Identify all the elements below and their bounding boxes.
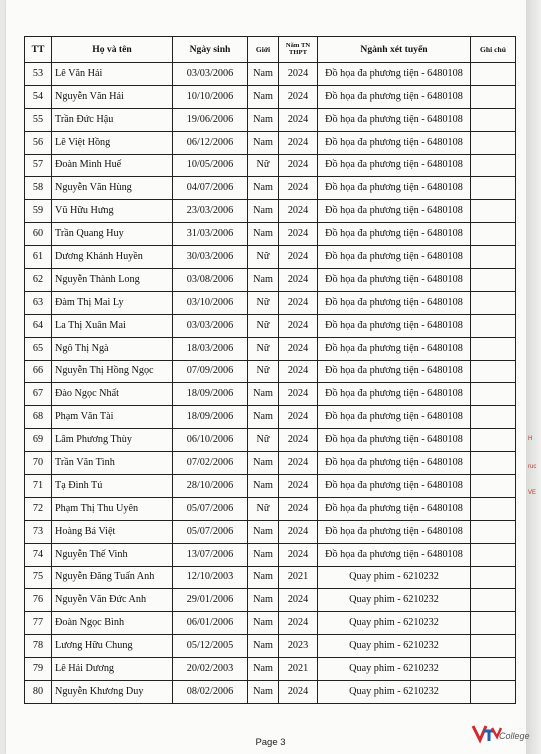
header-dob: Ngày sinh <box>173 37 248 63</box>
cell-name: Lê Hải Dương <box>52 658 173 681</box>
cell-graduation-year: 2024 <box>279 85 318 108</box>
cell-note <box>471 177 516 200</box>
cell-note <box>471 131 516 154</box>
cell-gender: Nam <box>248 658 279 681</box>
cell-note <box>471 520 516 543</box>
cell-name: Nguyễn Văn Hải <box>52 85 173 108</box>
cell-gender: Nam <box>248 85 279 108</box>
cell-tt: 80 <box>25 681 52 704</box>
cell-gender: Nữ <box>248 246 279 269</box>
table-row <box>25 63 516 86</box>
cell-note <box>471 223 516 246</box>
table-row <box>25 475 516 498</box>
cell-dob: 23/03/2006 <box>173 200 248 223</box>
cell-gender: Nam <box>248 223 279 246</box>
cell-gender: Nam <box>248 543 279 566</box>
cell-dob: 05/12/2005 <box>173 635 248 658</box>
table-row <box>25 452 516 475</box>
cell-graduation-year: 2024 <box>279 246 318 269</box>
cell-gender: Nam <box>248 452 279 475</box>
cell-gender: Nam <box>248 589 279 612</box>
cell-note <box>471 406 516 429</box>
cell-note <box>471 108 516 131</box>
cell-name: Lê Văn Hải <box>52 63 173 86</box>
cell-major: Quay phim - 6210232 <box>318 681 471 704</box>
cell-note <box>471 612 516 635</box>
cell-note <box>471 635 516 658</box>
cell-major: Đồ họa đa phương tiện - 6480108 <box>318 108 471 131</box>
table-row <box>25 497 516 520</box>
cell-major: Đồ họa đa phương tiện - 6480108 <box>318 200 471 223</box>
admission-list-table <box>24 36 516 704</box>
cell-dob: 03/10/2006 <box>173 291 248 314</box>
cell-note <box>471 429 516 452</box>
cell-gender: Nam <box>248 63 279 86</box>
table-header-row <box>25 37 516 63</box>
cell-name: Lương Hữu Chung <box>52 635 173 658</box>
table-row <box>25 658 516 681</box>
cell-gender: Nam <box>248 177 279 200</box>
cell-note <box>471 383 516 406</box>
cell-dob: 10/10/2006 <box>173 85 248 108</box>
cell-note <box>471 658 516 681</box>
side-mark: VE <box>528 490 537 496</box>
table-row <box>25 108 516 131</box>
header-note: Ghi chú <box>471 37 516 63</box>
cell-tt: 68 <box>25 406 52 429</box>
cell-name: Lê Việt Hồng <box>52 131 173 154</box>
table-row <box>25 543 516 566</box>
cell-major: Quay phim - 6210232 <box>318 589 471 612</box>
cell-name: Nguyễn Thành Long <box>52 269 173 292</box>
cell-gender: Nam <box>248 200 279 223</box>
cell-major: Đồ họa đa phương tiện - 6480108 <box>318 246 471 269</box>
table-row <box>25 566 516 589</box>
table-row <box>25 337 516 360</box>
cell-major: Đồ họa đa phương tiện - 6480108 <box>318 154 471 177</box>
cell-tt: 75 <box>25 566 52 589</box>
cell-graduation-year: 2024 <box>279 269 318 292</box>
cell-major: Đồ họa đa phương tiện - 6480108 <box>318 520 471 543</box>
cell-tt: 54 <box>25 85 52 108</box>
cell-tt: 58 <box>25 177 52 200</box>
cell-dob: 19/06/2006 <box>173 108 248 131</box>
cell-major: Đồ họa đa phương tiện - 6480108 <box>318 63 471 86</box>
cell-major: Đồ họa đa phương tiện - 6480108 <box>318 131 471 154</box>
table-body <box>25 63 516 704</box>
cell-note <box>471 475 516 498</box>
cell-gender: Nam <box>248 635 279 658</box>
cell-tt: 69 <box>25 429 52 452</box>
cell-tt: 63 <box>25 291 52 314</box>
cell-major: Đồ họa đa phương tiện - 6480108 <box>318 452 471 475</box>
cell-dob: 29/01/2006 <box>173 589 248 612</box>
cell-tt: 71 <box>25 475 52 498</box>
table-row <box>25 612 516 635</box>
cell-major: Đồ họa đa phương tiện - 6480108 <box>318 223 471 246</box>
logo-text: College <box>499 731 530 741</box>
cell-note <box>471 85 516 108</box>
cell-graduation-year: 2024 <box>279 520 318 543</box>
cell-note <box>471 543 516 566</box>
cell-note <box>471 589 516 612</box>
cell-note <box>471 291 516 314</box>
cell-major: Đồ họa đa phương tiện - 6480108 <box>318 497 471 520</box>
cell-note <box>471 246 516 269</box>
cell-note <box>471 360 516 383</box>
cell-gender: Nam <box>248 406 279 429</box>
cell-graduation-year: 2024 <box>279 360 318 383</box>
cell-major: Đồ họa đa phương tiện - 6480108 <box>318 337 471 360</box>
table-row <box>25 635 516 658</box>
cell-dob: 18/09/2006 <box>173 383 248 406</box>
cell-graduation-year: 2024 <box>279 681 318 704</box>
cell-gender: Nữ <box>248 497 279 520</box>
table-row <box>25 223 516 246</box>
table-row <box>25 154 516 177</box>
side-mark: H <box>528 436 533 442</box>
cell-dob: 07/09/2006 <box>173 360 248 383</box>
cell-gender: Nữ <box>248 360 279 383</box>
cell-name: Tạ Đình Tú <box>52 475 173 498</box>
cell-gender: Nam <box>248 475 279 498</box>
cell-graduation-year: 2024 <box>279 223 318 246</box>
cell-dob: 06/01/2006 <box>173 612 248 635</box>
cell-note <box>471 269 516 292</box>
cell-gender: Nữ <box>248 291 279 314</box>
cell-major: Quay phim - 6210232 <box>318 658 471 681</box>
cell-tt: 72 <box>25 497 52 520</box>
side-mark: ruc <box>528 464 537 470</box>
cell-tt: 67 <box>25 383 52 406</box>
cell-gender: Nữ <box>248 429 279 452</box>
cell-gender: Nữ <box>248 337 279 360</box>
table-row <box>25 85 516 108</box>
cell-graduation-year: 2024 <box>279 543 318 566</box>
table-row <box>25 131 516 154</box>
cell-name: Trần Quang Huy <box>52 223 173 246</box>
cell-dob: 05/07/2006 <box>173 497 248 520</box>
cell-tt: 61 <box>25 246 52 269</box>
cell-tt: 70 <box>25 452 52 475</box>
cell-note <box>471 63 516 86</box>
cell-name: Đàm Thị Mai Ly <box>52 291 173 314</box>
cell-graduation-year: 2024 <box>279 337 318 360</box>
table-row <box>25 429 516 452</box>
cell-graduation-year: 2021 <box>279 566 318 589</box>
cell-name: Nguyễn Đăng Tuấn Anh <box>52 566 173 589</box>
cell-gender: Nam <box>248 131 279 154</box>
cell-dob: 12/10/2003 <box>173 566 248 589</box>
cell-major: Đồ họa đa phương tiện - 6480108 <box>318 85 471 108</box>
cell-major: Đồ họa đa phương tiện - 6480108 <box>318 269 471 292</box>
cell-dob: 04/07/2006 <box>173 177 248 200</box>
cell-graduation-year: 2024 <box>279 314 318 337</box>
table-row <box>25 406 516 429</box>
cell-graduation-year: 2024 <box>279 497 318 520</box>
cell-graduation-year: 2021 <box>279 658 318 681</box>
cell-name: Phạm Văn Tài <box>52 406 173 429</box>
cell-name: Phạm Thị Thu Uyên <box>52 497 173 520</box>
cell-tt: 57 <box>25 154 52 177</box>
adjacent-page-edge <box>526 0 541 754</box>
header-tt: TT <box>25 37 52 63</box>
cell-name: Đoàn Ngọc Bình <box>52 612 173 635</box>
cell-graduation-year: 2024 <box>279 63 318 86</box>
cell-dob: 06/10/2006 <box>173 429 248 452</box>
cell-note <box>471 452 516 475</box>
cell-dob: 03/03/2006 <box>173 63 248 86</box>
cell-graduation-year: 2024 <box>279 177 318 200</box>
cell-name: La Thị Xuân Mai <box>52 314 173 337</box>
cell-tt: 76 <box>25 589 52 612</box>
table-row <box>25 246 516 269</box>
cell-graduation-year: 2024 <box>279 200 318 223</box>
cell-note <box>471 314 516 337</box>
cell-graduation-year: 2024 <box>279 108 318 131</box>
cell-major: Đồ họa đa phương tiện - 6480108 <box>318 543 471 566</box>
cell-gender: Nam <box>248 681 279 704</box>
cell-dob: 28/10/2006 <box>173 475 248 498</box>
cell-dob: 05/07/2006 <box>173 520 248 543</box>
table-row <box>25 291 516 314</box>
cell-tt: 78 <box>25 635 52 658</box>
header-major: Ngành xét tuyển <box>318 37 471 63</box>
cell-note <box>471 566 516 589</box>
table-row <box>25 314 516 337</box>
cell-graduation-year: 2024 <box>279 452 318 475</box>
cell-major: Đồ họa đa phương tiện - 6480108 <box>318 429 471 452</box>
table-row <box>25 383 516 406</box>
cell-dob: 10/05/2006 <box>173 154 248 177</box>
cell-tt: 60 <box>25 223 52 246</box>
cell-tt: 53 <box>25 63 52 86</box>
cell-name: Dương Khánh Huyền <box>52 246 173 269</box>
cell-tt: 66 <box>25 360 52 383</box>
cell-note <box>471 681 516 704</box>
cell-graduation-year: 2023 <box>279 635 318 658</box>
cell-graduation-year: 2024 <box>279 291 318 314</box>
cell-gender: Nam <box>248 108 279 131</box>
cell-tt: 77 <box>25 612 52 635</box>
cell-graduation-year: 2024 <box>279 589 318 612</box>
cell-name: Vũ Hữu Hưng <box>52 200 173 223</box>
cell-gender: Nữ <box>248 314 279 337</box>
cell-dob: 18/03/2006 <box>173 337 248 360</box>
header-gender: Giới <box>248 37 279 63</box>
cell-graduation-year: 2024 <box>279 475 318 498</box>
table-row <box>25 200 516 223</box>
cell-major: Quay phim - 6210232 <box>318 635 471 658</box>
cell-gender: Nam <box>248 566 279 589</box>
cell-tt: 62 <box>25 269 52 292</box>
cell-graduation-year: 2024 <box>279 383 318 406</box>
cell-major: Đồ họa đa phương tiện - 6480108 <box>318 314 471 337</box>
cell-name: Đào Ngọc Nhất <box>52 383 173 406</box>
cell-note <box>471 154 516 177</box>
cell-tt: 74 <box>25 543 52 566</box>
cell-graduation-year: 2024 <box>279 131 318 154</box>
cell-name: Hoàng Bá Việt <box>52 520 173 543</box>
cell-dob: 06/12/2006 <box>173 131 248 154</box>
cell-tt: 73 <box>25 520 52 543</box>
cell-name: Trần Văn Tình <box>52 452 173 475</box>
cell-major: Đồ họa đa phương tiện - 6480108 <box>318 475 471 498</box>
cell-major: Quay phim - 6210232 <box>318 612 471 635</box>
header-graduation-year: Năm TN THPT <box>279 37 318 63</box>
cell-graduation-year: 2024 <box>279 612 318 635</box>
cell-major: Đồ họa đa phương tiện - 6480108 <box>318 383 471 406</box>
cell-name: Trần Đức Hậu <box>52 108 173 131</box>
cell-tt: 65 <box>25 337 52 360</box>
cell-dob: 31/03/2006 <box>173 223 248 246</box>
cell-name: Lâm Phương Thùy <box>52 429 173 452</box>
cell-dob: 18/09/2006 <box>173 406 248 429</box>
cell-name: Nguyễn Thế Vinh <box>52 543 173 566</box>
table-row <box>25 589 516 612</box>
cell-tt: 56 <box>25 131 52 154</box>
cell-dob: 20/02/2003 <box>173 658 248 681</box>
table-row <box>25 360 516 383</box>
cell-gender: Nam <box>248 612 279 635</box>
cell-note <box>471 200 516 223</box>
cell-dob: 08/02/2006 <box>173 681 248 704</box>
cell-gender: Nam <box>248 269 279 292</box>
cell-tt: 79 <box>25 658 52 681</box>
cell-major: Đồ họa đa phương tiện - 6480108 <box>318 406 471 429</box>
cell-major: Quay phim - 6210232 <box>318 566 471 589</box>
cell-major: Đồ họa đa phương tiện - 6480108 <box>318 360 471 383</box>
cell-gender: Nữ <box>248 154 279 177</box>
cell-dob: 30/03/2006 <box>173 246 248 269</box>
cell-name: Đoàn Minh Huế <box>52 154 173 177</box>
cell-name: Nguyễn Văn Đức Anh <box>52 589 173 612</box>
cell-name: Ngô Thị Ngà <box>52 337 173 360</box>
cell-note <box>471 497 516 520</box>
cell-dob: 03/08/2006 <box>173 269 248 292</box>
cell-graduation-year: 2024 <box>279 429 318 452</box>
cell-graduation-year: 2024 <box>279 406 318 429</box>
cell-tt: 59 <box>25 200 52 223</box>
cell-major: Đồ họa đa phương tiện - 6480108 <box>318 177 471 200</box>
cell-gender: Nam <box>248 383 279 406</box>
cell-major: Đồ họa đa phương tiện - 6480108 <box>318 291 471 314</box>
cell-dob: 07/02/2006 <box>173 452 248 475</box>
page-number: Page 3 <box>255 737 286 748</box>
cell-dob: 13/07/2006 <box>173 543 248 566</box>
table-row <box>25 177 516 200</box>
cell-name: Nguyễn Khương Duy <box>52 681 173 704</box>
table-row <box>25 520 516 543</box>
table-row <box>25 681 516 704</box>
cell-name: Nguyễn Thị Hồng Ngọc <box>52 360 173 383</box>
cell-name: Nguyễn Văn Hùng <box>52 177 173 200</box>
cell-tt: 55 <box>25 108 52 131</box>
cell-tt: 64 <box>25 314 52 337</box>
table-row <box>25 269 516 292</box>
cell-graduation-year: 2024 <box>279 154 318 177</box>
cell-dob: 03/03/2006 <box>173 314 248 337</box>
cell-note <box>471 337 516 360</box>
cell-gender: Nam <box>248 520 279 543</box>
header-name: Họ và tên <box>52 37 173 63</box>
